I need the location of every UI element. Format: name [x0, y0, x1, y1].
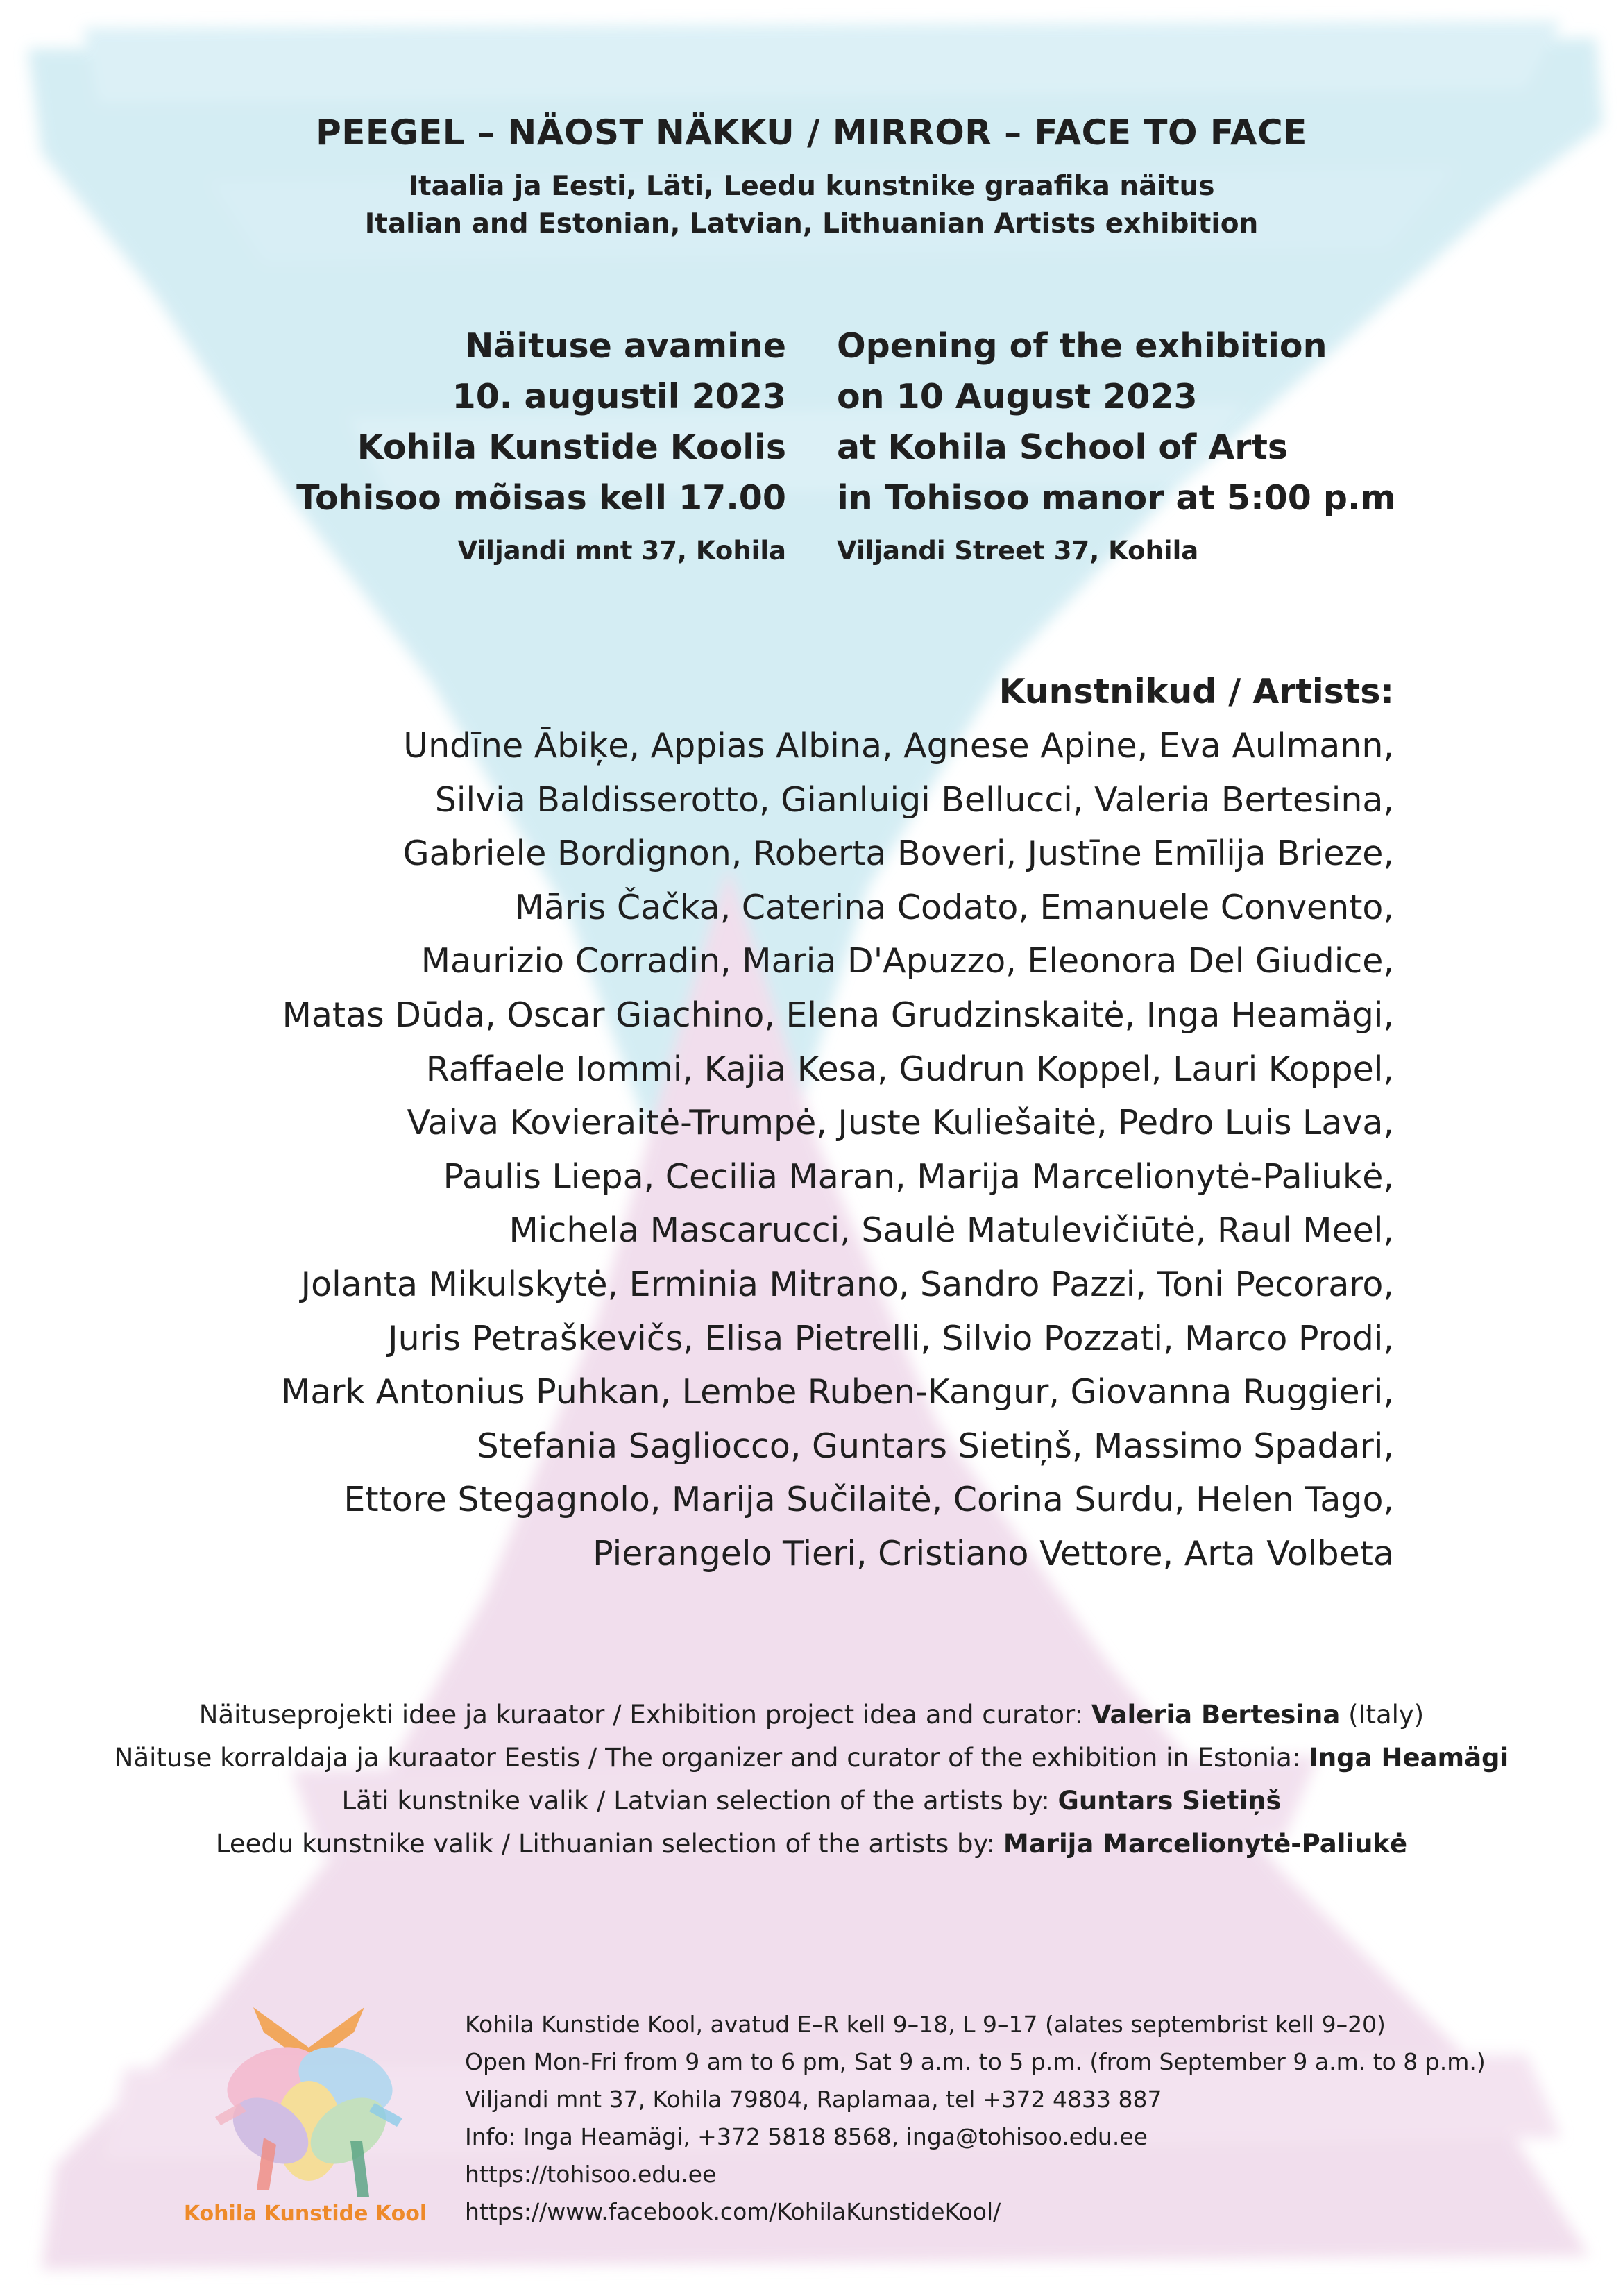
opening-line: Kohila Kunstide Koolis	[357, 428, 786, 467]
opening-address: Viljandi Street 37, Kohila	[837, 536, 1199, 566]
subtitle-estonian: Itaalia ja Eesti, Läti, Leedu kunstnike graafika näitus	[408, 171, 1215, 202]
artists-list	[76, 665, 1394, 1581]
credit-label: Näituse korraldaja ja kuraator Eestis / The organizer and curator of the exhibition in Estonia:	[114, 1743, 1309, 1773]
kohila-flower-logo-icon	[187, 1999, 430, 2207]
credit-name: Inga Heamägi	[1309, 1743, 1509, 1773]
credit-name: Guntars Sietiņš	[1057, 1786, 1282, 1816]
website-link[interactable]: https://tohisoo.edu.ee	[465, 2161, 717, 2188]
credit-name: Marija Marcelionytė-Paliukė	[1003, 1829, 1408, 1859]
credit-label: Läti kunstnike valik / Latvian selection of the artists by:	[341, 1786, 1058, 1816]
artist-line: Mark Antonius Puhkan, Lembe Ruben-Kangur, Giovanna Ruggieri,	[281, 1372, 1394, 1412]
opening-line: 10. augustil 2023	[452, 377, 786, 416]
contact-line: Info: Inga Heamägi, +372 5818 8568, inga@tohisoo.edu.ee	[465, 2123, 1148, 2150]
credit-organizer	[0, 1737, 1623, 1780]
header	[0, 112, 1623, 243]
artist-line: Raffaele Iommi, Kajia Kesa, Gudrun Koppel, Lauri Koppel,	[425, 1049, 1394, 1089]
artist-line: Vaiva Kovieraitė-Trumpė, Juste Kuliešaitė, Pedro Luis Lava,	[407, 1103, 1394, 1143]
credits	[0, 1694, 1623, 1866]
artist-line: Michela Mascarucci, Saulė Matulevičiūtė, Raul Meel,	[509, 1210, 1394, 1251]
artist-line: Gabriele Bordignon, Roberta Boveri, Justīne Emīlija Brieze,	[402, 834, 1394, 874]
opening-info-estonian	[231, 321, 786, 569]
credit-suffix: (Italy)	[1340, 1700, 1425, 1730]
contact-line: Viljandi mnt 37, Kohila 79804, Raplamaa, tel +372 4833 887	[465, 2086, 1162, 2113]
artists-heading: Kunstnikud / Artists:	[999, 672, 1394, 711]
credit-label: Leedu kunstnike valik / Lithuanian selection of the artists by:	[215, 1829, 1003, 1859]
artist-line: Pierangelo Tieri, Cristiano Vettore, Arta Volbeta	[593, 1533, 1394, 1573]
artist-line: Juris Petraškevičs, Elisa Pietrelli, Silvio Pozzati, Marco Prodi,	[388, 1318, 1394, 1358]
credit-name: Valeria Bertesina	[1091, 1700, 1341, 1730]
opening-line: on 10 August 2023	[837, 377, 1198, 416]
opening-info-english	[837, 321, 1565, 569]
contact-info	[465, 2006, 1506, 2231]
credit-lithuanian-selection	[0, 1823, 1623, 1866]
opening-line: in Tohisoo manor at 5:00 p.m	[837, 478, 1396, 518]
artist-line: Jolanta Mikulskytė, Erminia Mitrano, Sandro Pazzi, Toni Pecoraro,	[300, 1264, 1394, 1304]
credit-latvian-selection	[0, 1780, 1623, 1823]
artist-line: Silvia Baldisserotto, Gianluigi Bellucci, Valeria Bertesina,	[434, 779, 1394, 820]
subtitle-english: Italian and Estonian, Latvian, Lithuanian Artists exhibition	[364, 208, 1259, 239]
credit-label: Näituseprojekti idee ja kuraator / Exhibition project idea and curator:	[198, 1700, 1091, 1730]
opening-line: Tohisoo mõisas kell 17.00	[296, 478, 786, 518]
contact-line: Kohila Kunstide Kool, avatud E–R kell 9–18, L 9–17 (alates septembrist kell 9–20)	[465, 2011, 1386, 2038]
opening-line: Opening of the exhibition	[837, 326, 1327, 366]
artist-line: Maurizio Corradin, Maria D'Apuzzo, Eleonora Del Giudice,	[420, 941, 1394, 981]
opening-line: Näituse avamine	[465, 326, 786, 366]
facebook-link[interactable]: https://www.facebook.com/KohilaKunstideKool/	[465, 2198, 1001, 2225]
contact-line: Open Mon-Fri from 9 am to 6 pm, Sat 9 a.m. to 5 p.m. (from September 9 a.m. to 8 p.m.)	[465, 2048, 1486, 2075]
page-title: PEEGEL – NÄOST NÄKKU / MIRROR – FACE TO FACE	[316, 112, 1307, 153]
artist-line: Undīne Ābiķe, Appias Albina, Agnese Apine, Eva Aulmann,	[403, 726, 1394, 766]
artist-line: Matas Dūda, Oscar Giachino, Elena Grudzinskaitė, Inga Heamägi,	[282, 995, 1394, 1035]
artist-line: Stefania Sagliocco, Guntars Sietiņš, Massimo Spadari,	[477, 1426, 1394, 1466]
opening-line: at Kohila School of Arts	[837, 428, 1289, 467]
logo-text: Kohila Kunstide Kool	[183, 2202, 427, 2226]
artist-line: Ettore Stegagnolo, Marija Sučilaitė, Corina Surdu, Helen Tago,	[343, 1480, 1394, 1520]
credit-curator	[0, 1694, 1623, 1737]
artist-line: Māris Čačka, Caterina Codato, Emanuele Convento,	[514, 887, 1394, 927]
artist-line: Paulis Liepa, Cecilia Maran, Marija Marcelionytė-Paliukė,	[443, 1156, 1394, 1197]
opening-address: Viljandi mnt 37, Kohila	[457, 536, 786, 566]
